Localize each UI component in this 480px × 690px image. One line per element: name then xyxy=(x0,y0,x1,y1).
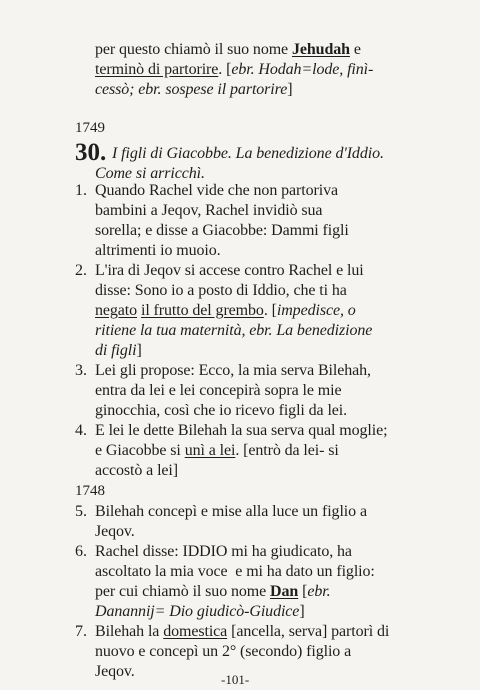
underlined-phrase: unì a lei xyxy=(184,442,236,459)
underlined-phrase: domestica xyxy=(163,623,228,640)
verse-4-line-2 xyxy=(95,441,339,461)
verse-6-line-4 xyxy=(95,602,305,622)
year-marker-1749: 1749 xyxy=(75,120,105,136)
verse-3-line-2: entra da lei e lei concepirà sopra le mie xyxy=(95,382,342,399)
text: e Giacobbe si xyxy=(95,442,185,459)
chapter-number: 30. xyxy=(75,139,107,166)
verse-7-line-2: nuovo e concepì un 2° (secondo) figlio a xyxy=(95,643,352,660)
note-italic: ebr. xyxy=(307,583,331,600)
verse-7-line-3: Jeqov. xyxy=(95,663,135,680)
verse-1-line-2: bambini a Jeqov, Rachel invidiò sua xyxy=(95,202,323,219)
verse-number: 4. xyxy=(75,422,87,439)
text: [ xyxy=(298,583,308,600)
verse-4-line-3: accostò a lei] xyxy=(95,462,178,479)
verse-number: 7. xyxy=(75,623,87,640)
intro-line-1 xyxy=(95,40,361,60)
text: per cui chiamò il suo nome xyxy=(95,583,271,600)
verse-number: 5. xyxy=(75,503,87,520)
verse-6-line-3 xyxy=(95,582,331,602)
verse-1-line-1: Quando Rachel vide che non partoriva xyxy=(95,182,338,199)
note-italic: Danannij= Dio giudicò-Giudice xyxy=(95,603,300,620)
text: ] xyxy=(299,603,305,620)
verse-6-line-2: ascoltato la mia voce e mi ha dato un figlio: xyxy=(95,563,375,580)
text: e xyxy=(349,41,361,58)
verse-1-line-3: sorella; e disse a Giacobbe: Dammi figli xyxy=(95,222,349,239)
underlined-phrase: terminò di partorire xyxy=(95,61,219,78)
underlined-phrase: il frutto del grembo xyxy=(140,302,264,319)
verse-3-line-3: ginocchia, così che io ricevo figli da lei. xyxy=(95,402,348,419)
chapter-title-line-2: Come si arricchì. xyxy=(95,165,205,182)
verse-1-line-4: altrimenti io muoio. xyxy=(95,242,221,259)
verse-2-line-1: L'ira di Jeqov si accese contro Rachel e lui xyxy=(95,262,364,279)
text: ] xyxy=(136,342,142,359)
verse-5-line-2: Jeqov. xyxy=(95,523,135,540)
verse-5-line-1: Bilehah concepì e mise alla luce un figlio a xyxy=(95,503,367,520)
verse-2-line-3 xyxy=(95,301,356,321)
verse-number: 2. xyxy=(75,262,87,279)
text: per questo chiamò il suo nome xyxy=(95,41,292,58)
verse-2-line-2: disse: Sono io a posto di Iddio, che ti ha xyxy=(95,282,347,299)
text: . [entrò da lei- si xyxy=(235,442,339,459)
name-jehudah: Jehudah xyxy=(291,41,350,58)
underlined-phrase: negato xyxy=(95,302,138,319)
page-number: -101- xyxy=(221,672,250,687)
verse-7-line-1 xyxy=(95,622,389,642)
note-italic: cessò; ebr. sospese il partorire xyxy=(95,81,288,98)
year-marker-1748: 1748 xyxy=(75,483,105,499)
note-italic: impedisce, o xyxy=(276,302,356,319)
name-dan: Dan xyxy=(270,583,299,600)
verse-2-line-5 xyxy=(95,341,142,361)
verse-4-line-1: E lei le dette Bilehah la sua serva qual moglie; xyxy=(95,422,388,439)
intro-line-2 xyxy=(95,60,373,80)
text: . [ xyxy=(218,61,232,78)
text: Bilehah la xyxy=(95,623,164,640)
text: ] xyxy=(287,81,293,98)
note-italic: ebr. Hodah=lode, finì- xyxy=(231,61,374,78)
verse-3-line-1: Lei gli propose: Ecco, la mia serva Bilehah, xyxy=(95,362,371,379)
verse-6-line-1: Rachel disse: IDDIO mi ha giudicato, ha xyxy=(95,543,352,560)
verse-number: 6. xyxy=(75,543,87,560)
verse-number: 1. xyxy=(75,182,87,199)
verse-2-line-4: ritiene la tua maternità, ebr. La benedizione xyxy=(95,322,373,339)
text: . [ xyxy=(263,302,277,319)
note-italic: di figli xyxy=(95,342,137,359)
intro-line-3 xyxy=(95,80,292,100)
chapter-title-line-1: I figli di Giacobbe. La benedizione d'Iddio. xyxy=(112,145,384,162)
verse-number: 3. xyxy=(75,362,87,379)
text: [ancella, serva] partorì di xyxy=(227,623,390,640)
